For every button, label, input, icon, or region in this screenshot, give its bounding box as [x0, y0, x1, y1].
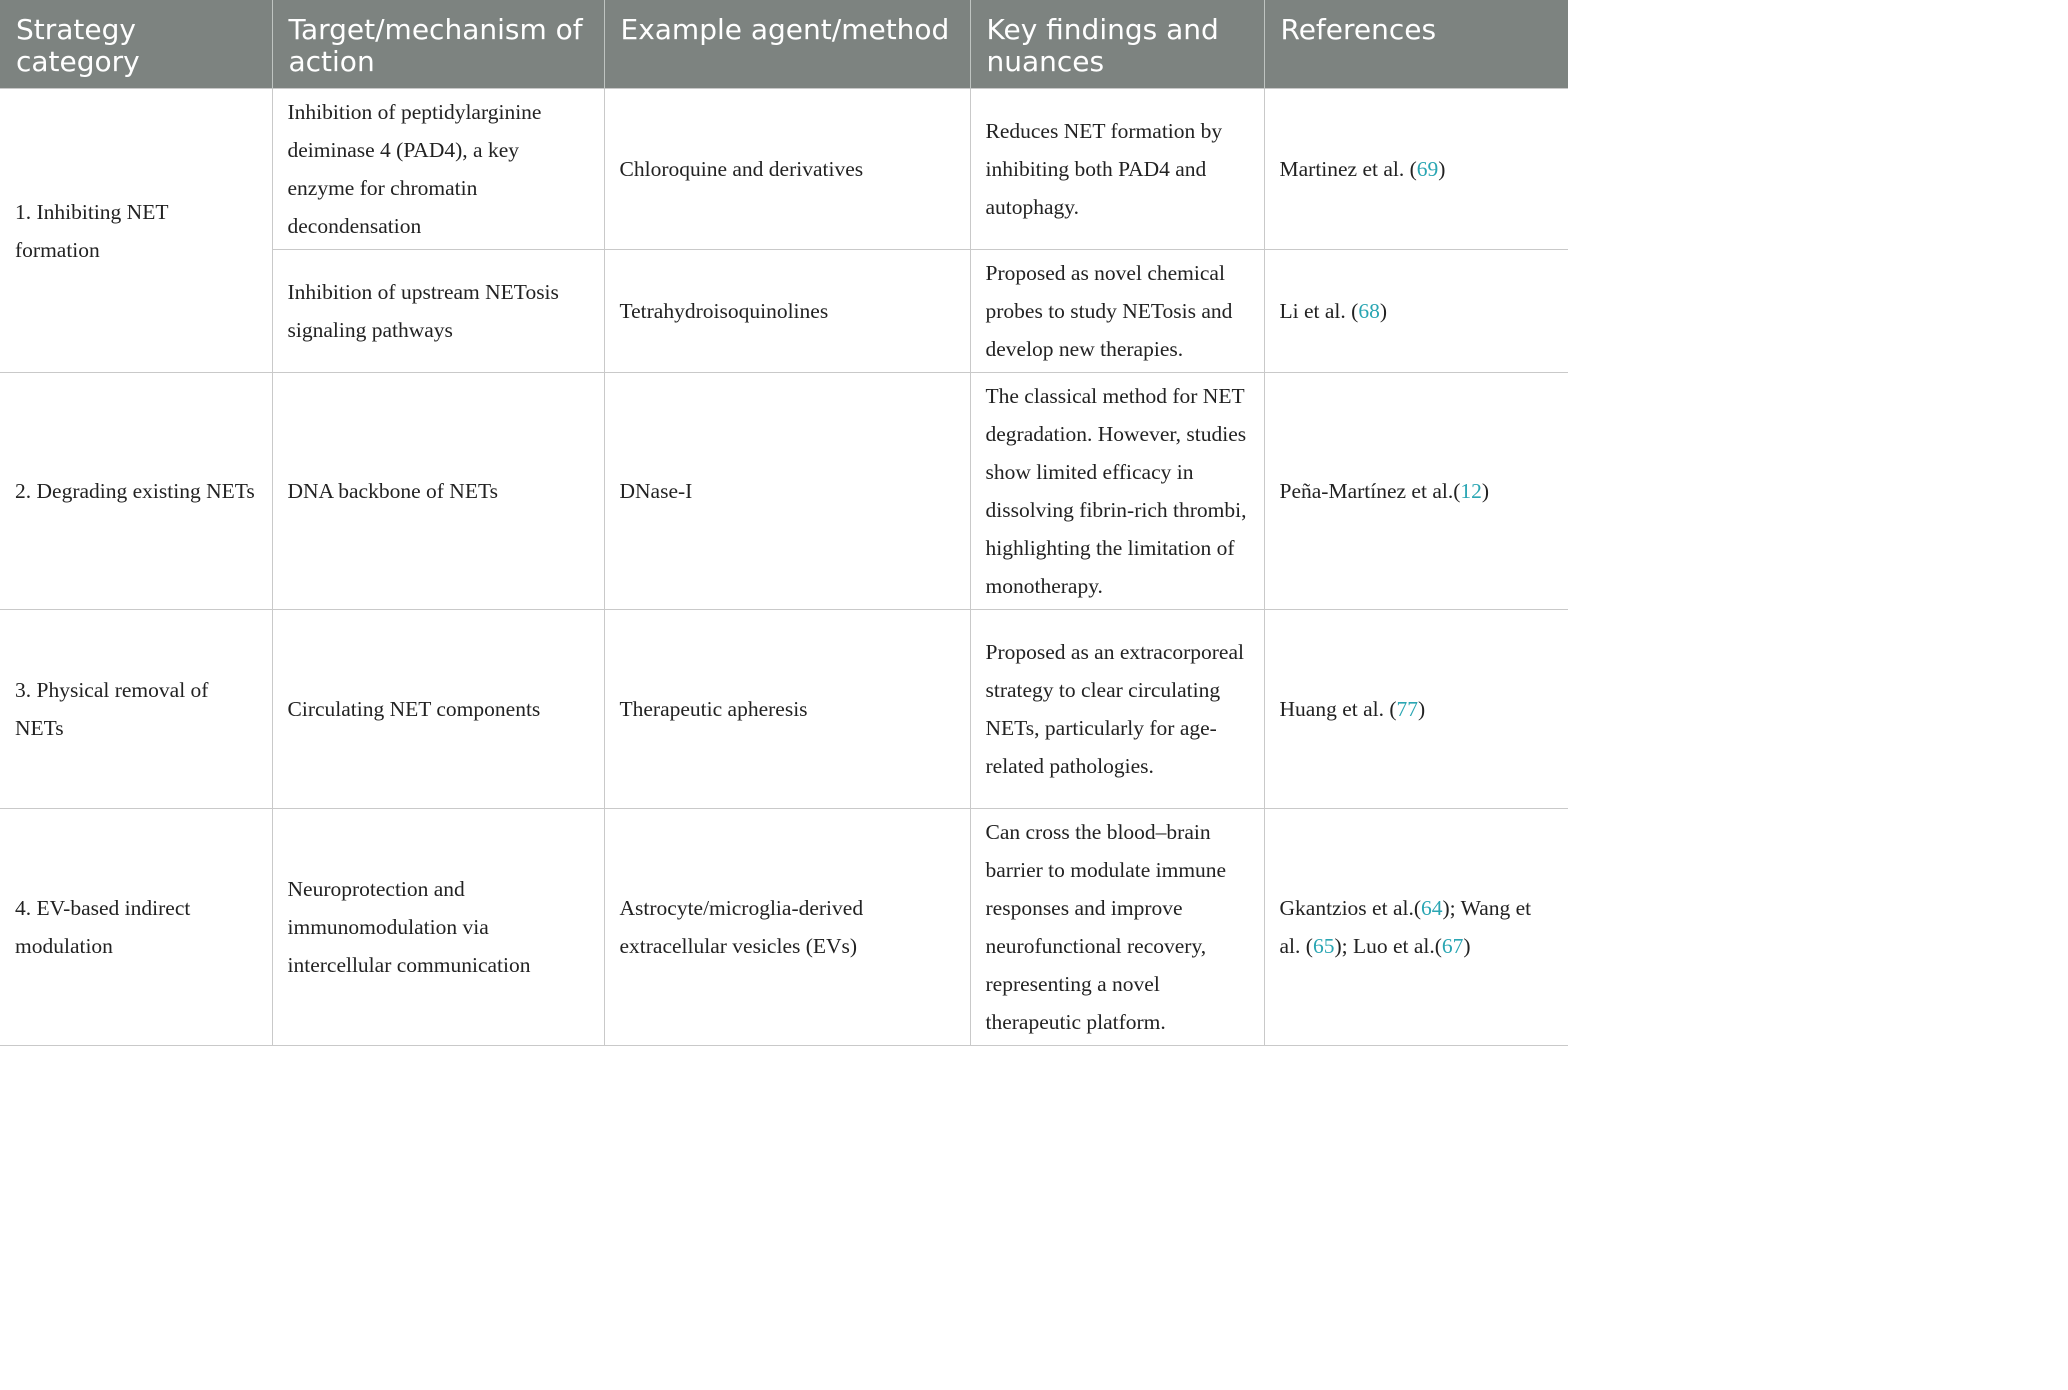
reference-text: ) [1481, 479, 1490, 503]
strategy-category-cell: 1. Inhibiting NET formation [0, 89, 272, 373]
strategy-category-cell: 4. EV-based indirect modulation [0, 809, 272, 1046]
target-cell: Inhibition of upstream NETosis signaling pathways [272, 250, 604, 373]
reference-text: Martinez et al. ( [1279, 157, 1417, 181]
findings-cell: Proposed as novel chemical probes to study NETosis and develop new therapies. [970, 250, 1264, 373]
target-cell: DNA backbone of NETs [272, 373, 604, 610]
table-body [0, 89, 1568, 1046]
reference-link[interactable]: 65 [1312, 934, 1335, 958]
strategy-category-cell: 3. Physical removal of NETs [0, 610, 272, 809]
reference-link[interactable]: 77 [1396, 697, 1419, 721]
reference-link[interactable]: 64 [1421, 896, 1443, 920]
findings-cell: The classical method for NET degradation. However, studies show limited efficacy in dissolving fibrin-rich thrombi, highlighting the limitation of monotherapy. [970, 373, 1264, 610]
findings-cell: Reduces NET formation by inhibiting both PAD4 and autophagy. [970, 89, 1264, 250]
reference-text: ); Luo et al.( [1334, 934, 1442, 958]
reference-text: ) [1438, 157, 1446, 181]
agent-cell: Chloroquine and derivatives [604, 89, 970, 250]
agent-cell: DNase-I [604, 373, 970, 610]
target-cell: Neuroprotection and immunomodulation via intercellular communication [272, 809, 604, 1046]
reference-text: Peña-Martínez et al.( [1279, 479, 1461, 503]
reference-text: Gkantzios et al.( [1279, 896, 1421, 920]
reference-text: Huang et al. ( [1279, 697, 1397, 721]
agent-cell: Tetrahydroisoquinolines [604, 250, 970, 373]
table-row [0, 809, 1568, 1046]
reference-text: ) [1379, 299, 1387, 323]
table-header [0, 0, 1568, 89]
reference-link[interactable]: 68 [1358, 299, 1380, 323]
header-row [0, 0, 1568, 89]
header-example-agent: Example agent/method [604, 0, 970, 89]
target-cell: Inhibition of peptidylarginine deiminase 4 (PAD4), a key enzyme for chromatin decondensation [272, 89, 604, 250]
references-cell [1264, 250, 1568, 373]
references-cell [1264, 610, 1568, 809]
header-key-findings: Key findings and nuances [970, 0, 1264, 89]
target-cell: Circulating NET components [272, 610, 604, 809]
references-cell [1264, 809, 1568, 1046]
header-target-mechanism: Target/mechanism of action [272, 0, 604, 89]
table-row [0, 610, 1568, 809]
findings-cell: Can cross the blood–brain barrier to modulate immune responses and improve neurofunctional recovery, representing a novel therapeutic platform. [970, 809, 1264, 1046]
reference-text: ) [1418, 697, 1426, 721]
header-strategy-category: Strategy category [0, 0, 272, 89]
agent-cell: Astrocyte/microglia-derived extracellular vesicles (EVs) [604, 809, 970, 1046]
reference-link[interactable]: 69 [1416, 157, 1439, 181]
findings-cell: Proposed as an extracorporeal strategy to clear circulating NETs, particularly for age-related pathologies. [970, 610, 1264, 809]
references-cell [1264, 373, 1568, 610]
header-references: References [1264, 0, 1568, 89]
reference-text: ); Wang et al. ( [1279, 896, 1532, 958]
references-cell [1264, 89, 1568, 250]
reference-link[interactable]: 67 [1441, 934, 1464, 958]
reference-link[interactable]: 12 [1460, 479, 1482, 503]
reference-text: Li et al. ( [1279, 299, 1359, 323]
strategy-category-cell: 2. Degrading existing NETs [0, 373, 272, 610]
table-row [0, 89, 1568, 250]
table-row [0, 373, 1568, 610]
reference-text: ) [1463, 934, 1471, 958]
agent-cell: Therapeutic apheresis [604, 610, 970, 809]
